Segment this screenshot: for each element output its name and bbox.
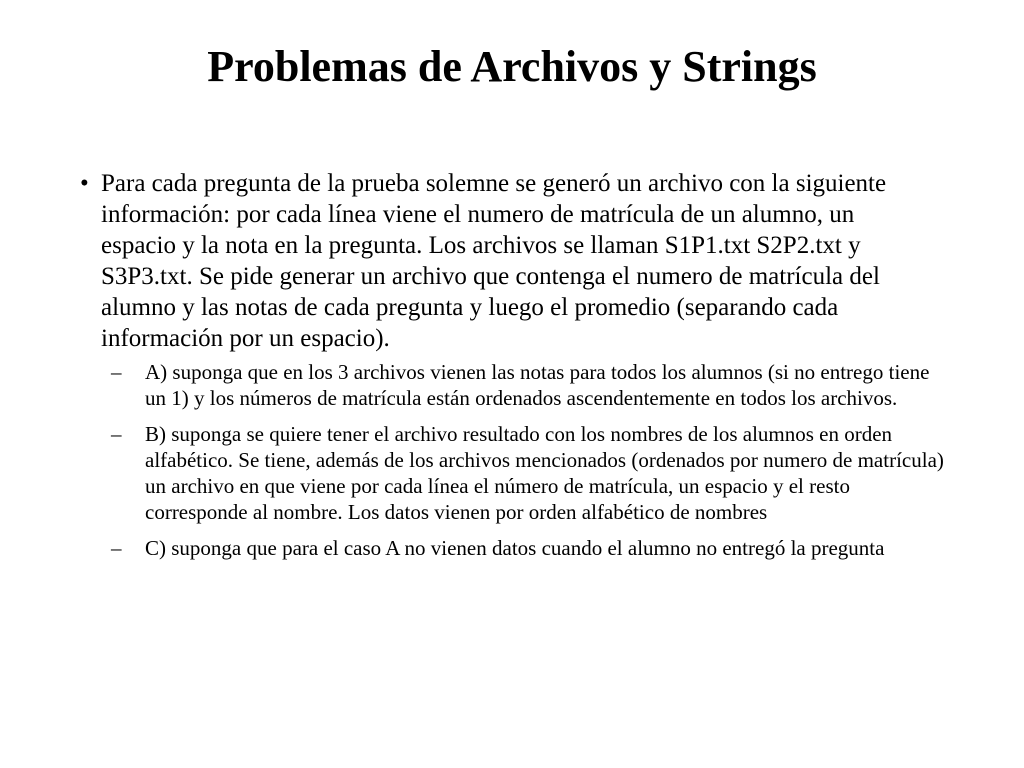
main-bullet <box>80 168 921 354</box>
sub-bullet-marker: – <box>111 422 122 446</box>
sub-bullet-list <box>111 359 944 561</box>
bullet-marker: • <box>80 170 89 197</box>
sub-bullet-marker: – <box>111 360 122 384</box>
slide-content <box>80 168 944 571</box>
sub-bullet-text: A) suponga que en los 3 archivos vienen las notas para todos los alumnos (si no entrego tiene un 1) y los números de matrícula están ordenados ascendentemente en todos los archivos. <box>145 360 930 410</box>
sub-bullet-a <box>111 359 945 411</box>
sub-bullet-b <box>111 421 945 525</box>
sub-bullet-text: C) suponga que para el caso A no vienen datos cuando el alumno no entregó la pregunta <box>145 536 885 560</box>
sub-bullet-marker: – <box>111 536 122 560</box>
main-bullet-text: Para cada pregunta de la prueba solemne se generó un archivo con la siguiente información: por cada línea viene el numero de matrícula de un alumno, un espacio y la nota en la pregunta. Los archivos se llaman S1P1.txt S2P2.txt y S3P3.txt. Se pide generar un archivo que contenga el numero de matrícula del alumno y las notas de cada pregunta y luego el promedio (separando cada información por un espacio). <box>101 170 887 352</box>
slide-title: Problemas de Archivos y Strings <box>207 42 817 91</box>
sub-bullet-text: B) suponga se quiere tener el archivo resultado con los nombres de los alumnos en orden alfabético. Se tiene, además de los archivos mencionados (ordenados por numero de matrícula) un archivo en que viene por cada línea el número de matrícula, un espacio y el resto corresponde al nombre. Los datos vienen por orden alfabético de nombres <box>145 422 944 524</box>
sub-bullet-c <box>111 535 945 561</box>
